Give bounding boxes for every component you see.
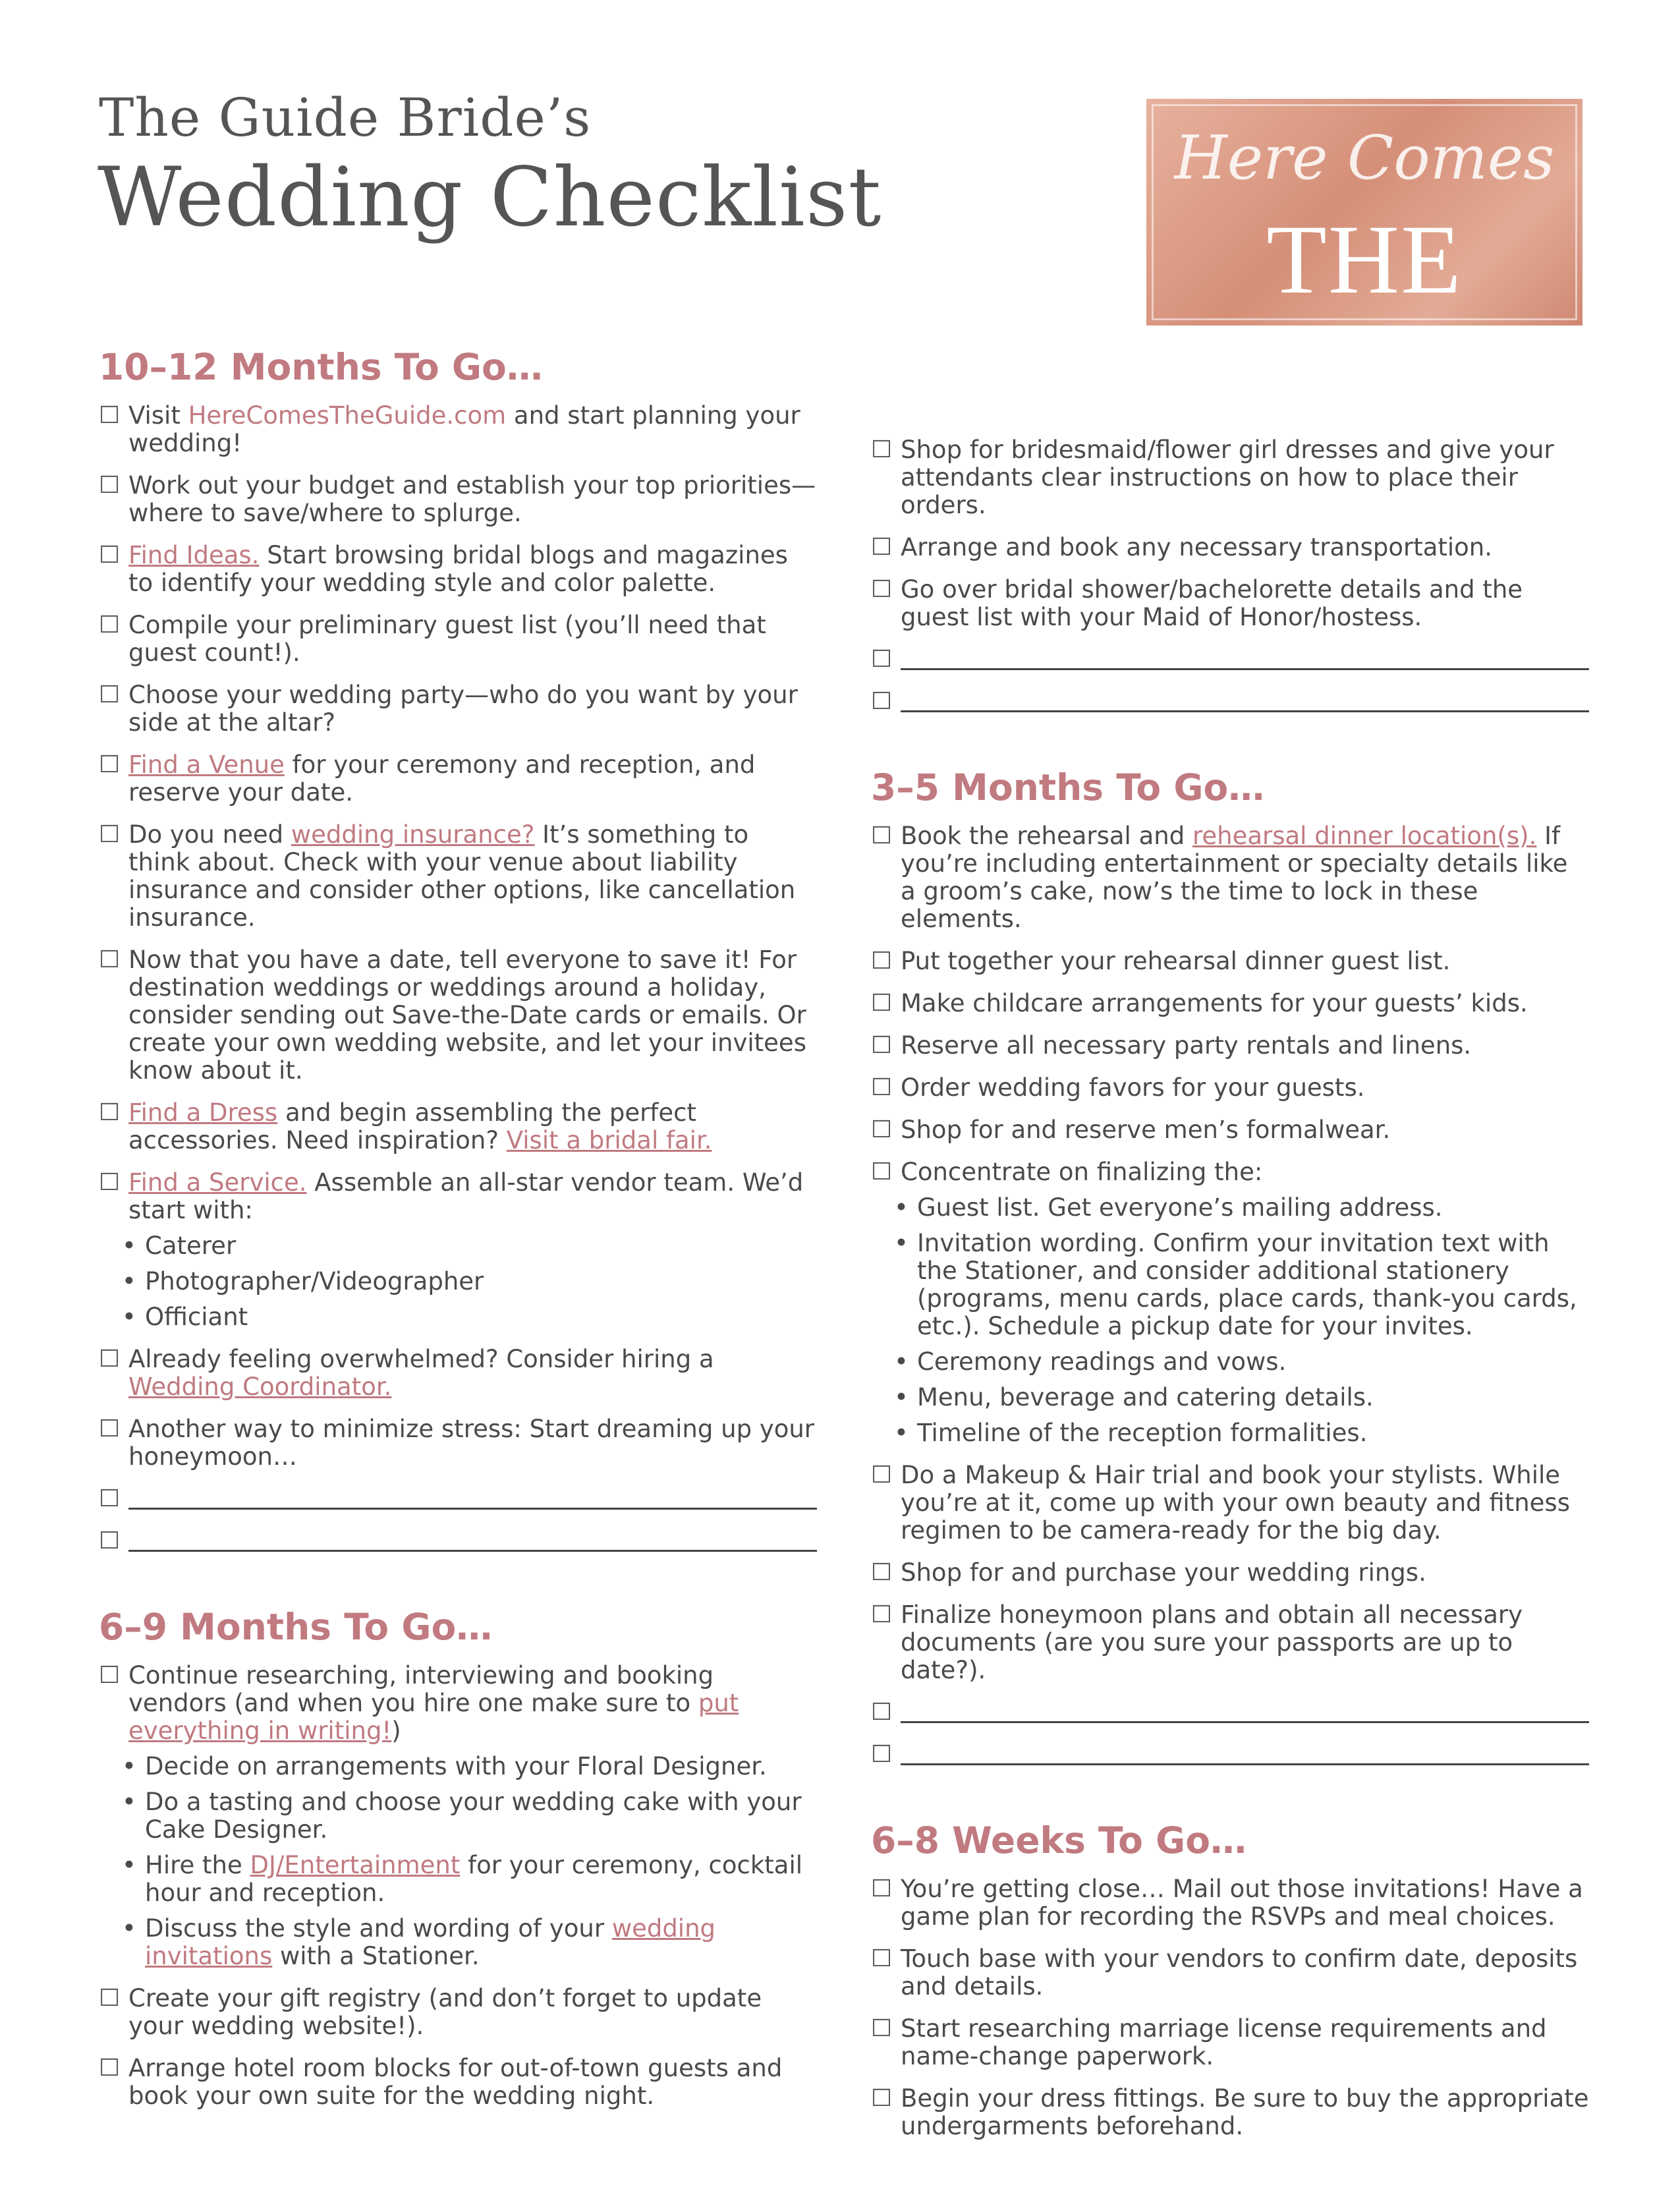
item-text: Another way to minimize stress: Start dreaming up your honeymoon… bbox=[128, 1415, 815, 1471]
put-in-writing-link[interactable]: put everything in writing! bbox=[128, 1689, 739, 1745]
sub-item bbox=[894, 1194, 1589, 1222]
dj-entertainment-link[interactable]: DJ/Entertainment bbox=[250, 1851, 461, 1879]
finalize-sublist bbox=[894, 1193, 1589, 1447]
sub-item-text: Officiant bbox=[145, 1303, 248, 1331]
item-text: Continue researching, interviewing and booking vendors (and when you hire one make sure to bbox=[128, 1661, 714, 1717]
item-text: Book the rehearsal and bbox=[901, 822, 1192, 850]
checklist-item bbox=[871, 1945, 1589, 2001]
title-line-1: The Guide Bride’s bbox=[99, 87, 592, 148]
checklist-item bbox=[871, 1074, 1589, 1102]
write-in-line[interactable] bbox=[901, 1763, 1589, 1765]
checkbox[interactable]: ☐ bbox=[871, 1074, 893, 1101]
blank-checklist-line bbox=[871, 646, 1589, 673]
checkbox[interactable]: ☐ bbox=[99, 946, 121, 973]
checkbox[interactable]: ☐ bbox=[871, 1032, 893, 1059]
sub-item-text: Hire the bbox=[145, 1851, 250, 1879]
item-text: Already feeling overwhelmed? Consider hiring a bbox=[128, 1345, 714, 1373]
find-ideas-link[interactable]: Find Ideas. bbox=[128, 541, 260, 569]
checkbox[interactable]: ☐ bbox=[99, 1415, 121, 1442]
section-3-5-months bbox=[871, 764, 1589, 1769]
blank-checklist-line bbox=[871, 1741, 1589, 1769]
sub-item-text: Caterer bbox=[145, 1232, 237, 1260]
sub-item bbox=[122, 1268, 817, 1295]
sub-item-text: Guest list. Get everyone’s mailing address. bbox=[917, 1193, 1443, 1222]
checkbox[interactable]: ☐ bbox=[871, 1699, 893, 1726]
checklist-item bbox=[99, 402, 817, 457]
vendor-sublist bbox=[122, 1232, 817, 1331]
bullet-icon: • bbox=[894, 1193, 909, 1222]
checkbox[interactable]: ☐ bbox=[99, 1485, 121, 1512]
checklist-item bbox=[871, 534, 1589, 561]
sub-item bbox=[894, 1384, 1589, 1411]
sub-item bbox=[122, 1303, 817, 1331]
checkbox[interactable]: ☐ bbox=[871, 1875, 893, 1902]
checklist-item bbox=[99, 821, 817, 932]
item-text: If you’re including entertainment or specialty details like a groom’s cake, now’s the time to lock in these elements. bbox=[901, 822, 1568, 933]
bullet-icon: • bbox=[122, 1232, 136, 1260]
checklist-item bbox=[99, 946, 817, 1085]
item-text: Choose your wedding party—who do you want by your side at the altar? bbox=[128, 681, 798, 737]
checkbox[interactable]: ☐ bbox=[871, 1116, 893, 1143]
blank-checklist-line bbox=[99, 1485, 817, 1513]
bullet-icon: • bbox=[122, 1914, 136, 1943]
item-text: It’s something to think about. Check with your venue about liability insurance and consider other options, like cancellation insurance. bbox=[128, 820, 796, 932]
item-text: You’re getting close… Mail out those invitations! Have a game plan for recording the RSVPs and meal choices. bbox=[901, 1875, 1583, 1931]
write-in-line[interactable] bbox=[901, 710, 1589, 712]
sub-item bbox=[894, 1419, 1589, 1447]
site-link[interactable]: HereComesTheGuide.com bbox=[188, 401, 507, 430]
checkbox[interactable]: ☐ bbox=[871, 1158, 893, 1185]
item-text: Put together your rehearsal dinner guest list. bbox=[901, 947, 1451, 975]
item-text: Order wedding favors for your guests. bbox=[901, 1073, 1365, 1102]
checklist-item bbox=[871, 990, 1589, 1017]
find-a-dress-link[interactable]: Find a Dress bbox=[128, 1098, 278, 1127]
checklist-item bbox=[871, 1158, 1589, 1447]
sub-item-text: Discuss the style and wording of your bbox=[145, 1914, 612, 1943]
sub-item bbox=[894, 1230, 1589, 1340]
item-text: Go over bridal shower/bachelorette details and the guest list with your Maid of Honor/hostess. bbox=[901, 575, 1523, 631]
write-in-line[interactable] bbox=[128, 1508, 817, 1510]
sub-item bbox=[122, 1753, 817, 1780]
item-text: and start planning your wedding! bbox=[128, 401, 800, 457]
checkbox[interactable]: ☐ bbox=[99, 1662, 121, 1689]
section-title: 6–8 Weeks To Go… bbox=[871, 1819, 1247, 1862]
checkbox[interactable]: ☐ bbox=[871, 688, 893, 715]
checkbox[interactable]: ☐ bbox=[99, 611, 121, 639]
checkbox[interactable]: ☐ bbox=[99, 1099, 121, 1126]
section-title: 3–5 Months To Go… bbox=[871, 766, 1265, 809]
item-text: Start browsing bridal blogs and magazines to identify your wedding style and color palette. bbox=[128, 541, 788, 597]
checkbox[interactable]: ☐ bbox=[99, 1169, 121, 1196]
checklist-item bbox=[871, 1875, 1589, 1931]
item-text: Shop for and reserve men’s formalwear. bbox=[901, 1116, 1391, 1144]
blank-checklist-line bbox=[99, 1527, 817, 1555]
checklist-item bbox=[871, 1032, 1589, 1060]
find-a-service-link[interactable]: Find a Service. bbox=[128, 1168, 307, 1197]
bullet-icon: • bbox=[122, 1851, 136, 1879]
item-text: Make childcare arrangements for your guests’ kids. bbox=[901, 989, 1528, 1017]
checklist-item bbox=[871, 576, 1589, 631]
checkbox[interactable]: ☐ bbox=[99, 1527, 121, 1554]
bullet-icon: • bbox=[122, 1788, 136, 1816]
checkbox[interactable]: ☐ bbox=[99, 402, 121, 429]
checklist-item bbox=[871, 1601, 1589, 1684]
item-text: Shop for and purchase your wedding rings. bbox=[901, 1558, 1426, 1587]
checkbox[interactable]: ☐ bbox=[871, 990, 893, 1017]
section-title: 10–12 Months To Go… bbox=[99, 346, 543, 388]
right-column bbox=[871, 436, 1589, 2189]
sub-item bbox=[122, 1232, 817, 1260]
checkbox[interactable]: ☐ bbox=[871, 948, 893, 975]
checkbox[interactable]: ☐ bbox=[99, 751, 121, 778]
logo-main-text: THE GUIDE bbox=[1207, 205, 1522, 428]
checkbox[interactable]: ☐ bbox=[99, 542, 121, 569]
left-column bbox=[99, 344, 817, 2159]
item-text: Arrange and book any necessary transportation. bbox=[901, 533, 1493, 561]
section-10-12-months bbox=[99, 344, 817, 1555]
vendor-sublist bbox=[122, 1752, 817, 1970]
checklist-item bbox=[871, 948, 1589, 975]
checkbox[interactable]: ☐ bbox=[99, 472, 121, 499]
checkbox[interactable]: ☐ bbox=[99, 821, 121, 848]
item-text: Begin your dress fittings. Be sure to buy the appropriate undergarments beforehand. bbox=[901, 2084, 1589, 2140]
section-title: 6–9 Months To Go… bbox=[99, 1606, 493, 1648]
bullet-icon: • bbox=[122, 1267, 136, 1295]
bullet-icon: • bbox=[122, 1303, 136, 1331]
item-text: for your ceremony and reception, and reserve your date. bbox=[128, 751, 756, 807]
page-title: Wedding Checklist bbox=[98, 150, 882, 245]
item-text: Touch base with your vendors to confirm date, deposits and details. bbox=[901, 1945, 1578, 2001]
item-text: Reserve all necessary party rentals and linens. bbox=[901, 1031, 1472, 1060]
blank-checklist-line bbox=[871, 1699, 1589, 1726]
checkbox[interactable]: ☐ bbox=[871, 822, 893, 849]
checklist-item bbox=[99, 542, 817, 597]
checklist-item bbox=[99, 611, 817, 667]
item-text: Finalize honeymoon plans and obtain all necessary documents (are you sure your passports are up to date?). bbox=[901, 1601, 1523, 1684]
checklist-item bbox=[871, 1116, 1589, 1144]
checklist-item bbox=[871, 2085, 1589, 2140]
sub-item bbox=[122, 1788, 817, 1844]
checkbox[interactable]: ☐ bbox=[99, 1985, 121, 2012]
sub-item-text: Do a tasting and choose your wedding cake with your Cake Designer. bbox=[145, 1788, 802, 1844]
bullet-icon: • bbox=[122, 1752, 136, 1780]
wedding-coordinator-link[interactable]: Wedding Coordinator. bbox=[128, 1373, 392, 1401]
sub-item-text: Timeline of the reception formalities. bbox=[917, 1419, 1368, 1447]
bullet-icon: • bbox=[894, 1229, 909, 1257]
item-text: Compile your preliminary guest list (you’ll need that guest count!). bbox=[128, 611, 766, 667]
bullet-icon: • bbox=[894, 1419, 909, 1447]
section-6-9-months bbox=[99, 1604, 817, 2110]
checkbox[interactable]: ☐ bbox=[871, 1601, 893, 1628]
section-6-8-weeks bbox=[871, 1817, 1589, 2140]
blank-checklist-line bbox=[871, 688, 1589, 716]
item-text: Work out your budget and establish your top priorities—where to save/where to splurge. bbox=[128, 471, 816, 527]
checkbox[interactable]: ☐ bbox=[871, 646, 893, 673]
item-text: Now that you have a date, tell everyone to save it! For destination weddings or weddings around a holiday, consider sending out Save-the-Date cards or emails. Or create your own wedding website, and let your invitees know about it. bbox=[128, 946, 806, 1085]
bridal-fair-link[interactable]: Visit a bridal fair. bbox=[506, 1126, 712, 1154]
checklist-item bbox=[99, 681, 817, 737]
sub-item-text: with a Stationer. bbox=[272, 1942, 480, 1970]
sub-item bbox=[122, 1915, 817, 1970]
wedding-insurance-link[interactable]: wedding insurance? bbox=[291, 820, 535, 849]
item-text: Concentrate on finalizing the: bbox=[901, 1158, 1263, 1186]
checkbox[interactable]: ☐ bbox=[871, 2015, 893, 2042]
checklist-item bbox=[99, 1169, 817, 1331]
checklist-item bbox=[99, 1415, 817, 1471]
here-comes-the-guide-logo[interactable] bbox=[1146, 99, 1582, 428]
bullet-icon: • bbox=[894, 1348, 909, 1376]
item-text: Assemble an all-star vendor team. We’d start with: bbox=[128, 1168, 804, 1224]
sub-item-text: Menu, beverage and catering details. bbox=[917, 1383, 1374, 1411]
checkbox[interactable]: ☐ bbox=[871, 1559, 893, 1586]
checklist-item bbox=[99, 751, 817, 807]
checkbox[interactable]: ☐ bbox=[871, 576, 893, 603]
checklist-item bbox=[871, 2015, 1589, 2070]
sub-item-text: Photographer/Videographer bbox=[145, 1267, 484, 1295]
sub-item bbox=[894, 1348, 1589, 1376]
item-text: Visit bbox=[128, 401, 188, 430]
checklist-item bbox=[871, 1462, 1589, 1545]
logo-script-text: Here Comes bbox=[1174, 123, 1555, 193]
checkbox[interactable]: ☐ bbox=[99, 1346, 121, 1373]
item-text: Start researching marriage license requirements and name-change paperwork. bbox=[901, 2014, 1547, 2070]
sub-item-text: Ceremony readings and vows. bbox=[917, 1348, 1287, 1376]
checkbox[interactable]: ☐ bbox=[871, 436, 893, 463]
checklist-item bbox=[871, 436, 1589, 519]
checklist-item bbox=[99, 1346, 817, 1401]
item-text: Do a Makeup & Hair trial and book your stylists. While you’re at it, come up with your own beauty and fitness regimen to be camera-ready for the big day. bbox=[901, 1461, 1570, 1545]
checklist-item bbox=[871, 1559, 1589, 1587]
checkbox[interactable]: ☐ bbox=[871, 534, 893, 561]
checkbox[interactable]: ☐ bbox=[99, 681, 121, 708]
sub-item-text: for your ceremony, cocktail hour and reception. bbox=[145, 1851, 803, 1907]
write-in-line[interactable] bbox=[901, 668, 1589, 670]
write-in-line[interactable] bbox=[128, 1550, 817, 1552]
item-text: Arrange hotel room blocks for out-of-town guests and book your own suite for the wedding night. bbox=[128, 2054, 783, 2110]
checklist-item bbox=[99, 1662, 817, 1970]
checklist-item bbox=[99, 1985, 817, 2040]
sub-item-text: Decide on arrangements with your Floral Designer. bbox=[145, 1752, 767, 1780]
checkbox[interactable]: ☐ bbox=[871, 1741, 893, 1768]
section-6-9-months-continued bbox=[871, 436, 1589, 716]
sub-item-text: Invitation wording. Confirm your invitation text with the Stationer, and consider additional stationery (programs, menu cards, place cards, thank-you cards, etc.). Schedule a pickup date for your invites. bbox=[917, 1229, 1577, 1340]
item-text: Do you need bbox=[128, 820, 291, 849]
bullet-icon: • bbox=[894, 1383, 909, 1411]
write-in-line[interactable] bbox=[901, 1721, 1589, 1723]
checklist-item bbox=[99, 472, 817, 527]
item-text: Shop for bridesmaid/flower girl dresses and give your attendants clear instructions on how to place their orders. bbox=[901, 436, 1554, 519]
checkbox[interactable]: ☐ bbox=[871, 1462, 893, 1489]
checklist-item bbox=[99, 1099, 817, 1154]
rehearsal-dinner-location-link[interactable]: rehearsal dinner location(s). bbox=[1192, 822, 1537, 850]
item-text: Create your gift registry (and don’t forget to update your wedding website!). bbox=[128, 1984, 762, 2040]
item-text: and begin assembling the perfect accessories. Need inspiration? bbox=[128, 1098, 696, 1154]
wedding-invitations-link[interactable]: wedding invitations bbox=[145, 1914, 716, 1970]
find-a-venue-link[interactable]: Find a Venue bbox=[128, 751, 285, 779]
item-text: ) bbox=[391, 1717, 401, 1745]
checkbox[interactable]: ☐ bbox=[99, 2055, 121, 2082]
checkbox[interactable]: ☐ bbox=[871, 2085, 893, 2112]
checklist-item bbox=[99, 2055, 817, 2110]
sub-item bbox=[122, 1852, 817, 1907]
checkbox[interactable]: ☐ bbox=[871, 1945, 893, 1972]
checklist-item bbox=[871, 822, 1589, 933]
